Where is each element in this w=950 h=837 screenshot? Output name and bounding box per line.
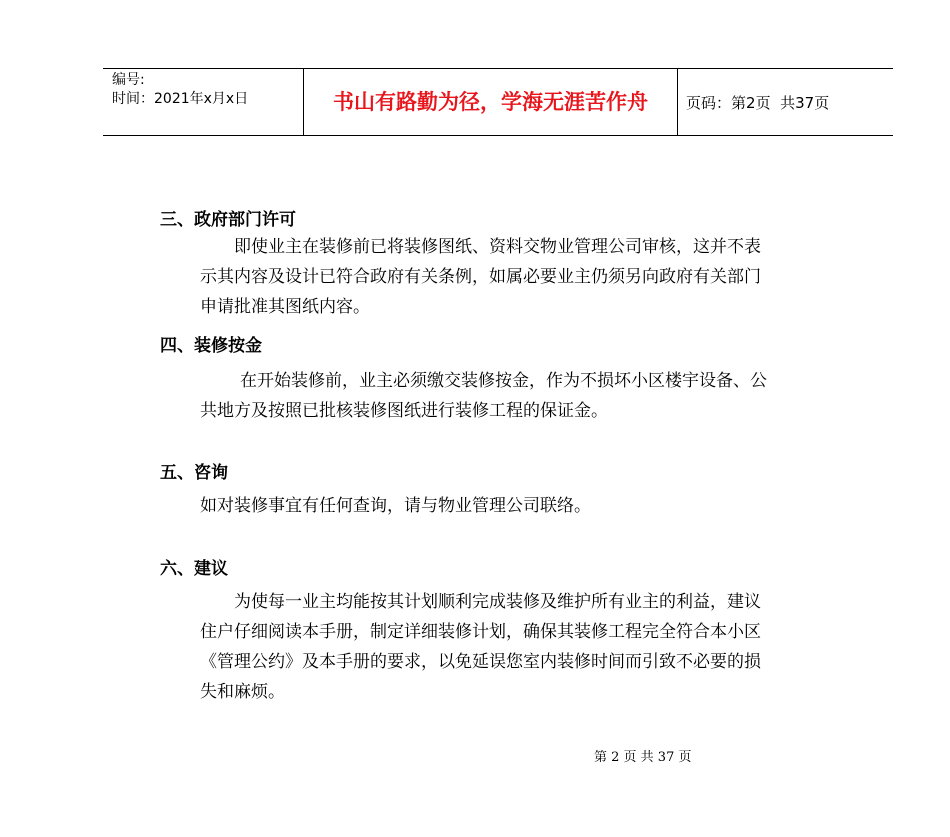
paragraph-line: 在开始装修前，业主必须缴交装修按金，作为不损坏小区楼宇设备、公 — [240, 371, 767, 391]
paragraph-line: 失和麻烦。 — [200, 682, 285, 702]
time-label: 时间：2021年x月x日 — [112, 91, 249, 107]
page-footer: 第 2 页 共 37 页 — [594, 750, 692, 765]
section-heading-government-permit: 三、政府部门许可 — [160, 210, 296, 230]
page-middle: 页 共 — [755, 94, 796, 112]
header-bottom-rule — [103, 135, 893, 136]
section-body-government-permit — [200, 232, 840, 322]
section-heading-renovation-deposit: 四、装修按金 — [160, 336, 262, 356]
header-divider-right — [677, 68, 678, 136]
paragraph-line: 示其内容及设计已符合政府有关条例，如属必要业主仍须另向政府有关部门 — [200, 267, 761, 287]
header-page-info — [686, 93, 829, 113]
page-suffix: 页 — [814, 94, 830, 112]
section-body-renovation-deposit — [200, 366, 840, 426]
section-heading-inquiry: 五、咨询 — [160, 463, 228, 483]
page-total: 37 — [795, 94, 815, 112]
paragraph-line: 即使业主在装修前已将装修图纸、资料交物业管理公司审核，这并不表 — [234, 237, 761, 257]
section-body-inquiry — [200, 491, 840, 521]
section-body-suggestion — [200, 587, 840, 707]
paragraph-line: 申请批准其图纸内容。 — [200, 297, 370, 317]
page-prefix: 页码：第 — [686, 94, 747, 112]
paragraph-line: 《管理公约》及本手册的要求，以免延误您室内装修时间而引致不必要的损 — [200, 652, 761, 672]
paragraph-line: 为使每一业主均能按其计划顺利完成装修及维护所有业主的利益，建议 — [234, 592, 761, 612]
paragraph-line: 共地方及按照已批核装修图纸进行装修工程的保证金。 — [200, 401, 608, 421]
paragraph-line: 住户仔细阅读本手册，制定详细装修计划，确保其装修工程完全符合本小区 — [200, 622, 761, 642]
paragraph-line: 如对装修事宜有任何查询，请与物业管理公司联络。 — [200, 496, 591, 516]
header-motto: 书山有路勤为径，学海无涯苦作舟 — [333, 90, 648, 114]
serial-number-label: 编号: — [112, 72, 145, 88]
header-top-rule — [103, 68, 893, 69]
page-number: 2 — [746, 94, 756, 112]
section-heading-suggestion: 六、建议 — [160, 559, 228, 579]
